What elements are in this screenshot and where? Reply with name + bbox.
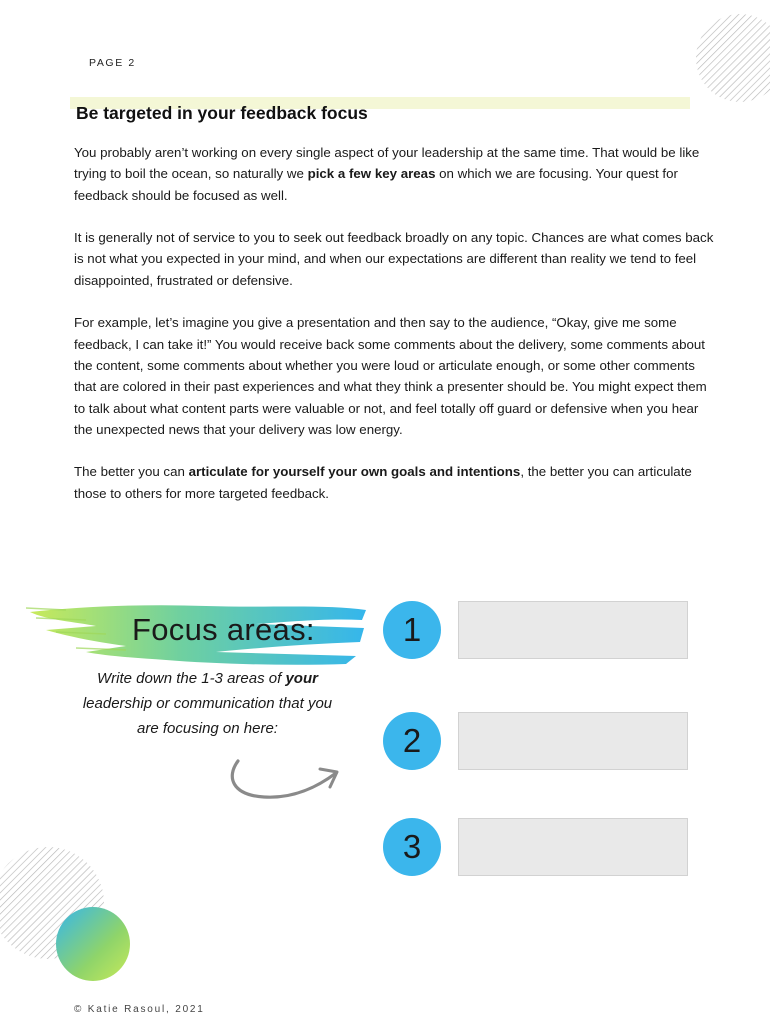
focus-areas-title: Focus areas: [132,612,315,647]
section-heading: Be targeted in your feedback focus [76,103,368,123]
curved-arrow-icon [224,755,348,805]
focus-area-1-number: 1 [383,601,441,659]
body-text [74,142,714,525]
footer-copyright: © Katie Rasoul, 2021 [74,1004,205,1015]
hatched-circle-top-right [688,8,770,108]
focus-area-3-input[interactable] [458,818,688,876]
focus-area-1-input[interactable] [458,601,688,659]
gradient-circle [55,906,131,982]
page-label: PAGE 2 [89,57,136,69]
focus-area-2-input[interactable] [458,712,688,770]
focus-instruction: Write down the 1-3 areas of your leadership or communication that you are focusing on here: [82,670,333,737]
paragraph-1: You probably aren’t working on every single aspect of your leadership at the same time. That would be like trying to boil the ocean, so naturally we pick a few key areas on which we are focusing. Your quest for feedback should be focused as well. [74,145,700,203]
focus-area-2-number: 2 [383,712,441,770]
paragraph-3: For example, let’s imagine you give a presentation and then say to the audience, “Okay, give me some feedback, I can take it!” You would receive back some comments about the delivery, some comments about the content, some comments about whether you were loud or articulate enough, or some other comments that are colored in their past experiences and what they think a presenter should be. You might expect them to talk about what content parts were valuable or not, and feel totally off guard or defensive when you hear the unexpected news that your delivery was low energy. [74,315,707,437]
paragraph-4: The better you can articulate for yourself your own goals and intentions, the better you can articulate those to others for more targeted feedback. [74,464,692,501]
focus-area-3-number: 3 [383,818,441,876]
paragraph-2: It is generally not of service to you to seek out feedback broadly on any topic. Chances are what comes back is not what you expected in your mind, and when our expectations are different than reality we tend to feel disappointed, frustrated or defensive. [74,230,714,288]
